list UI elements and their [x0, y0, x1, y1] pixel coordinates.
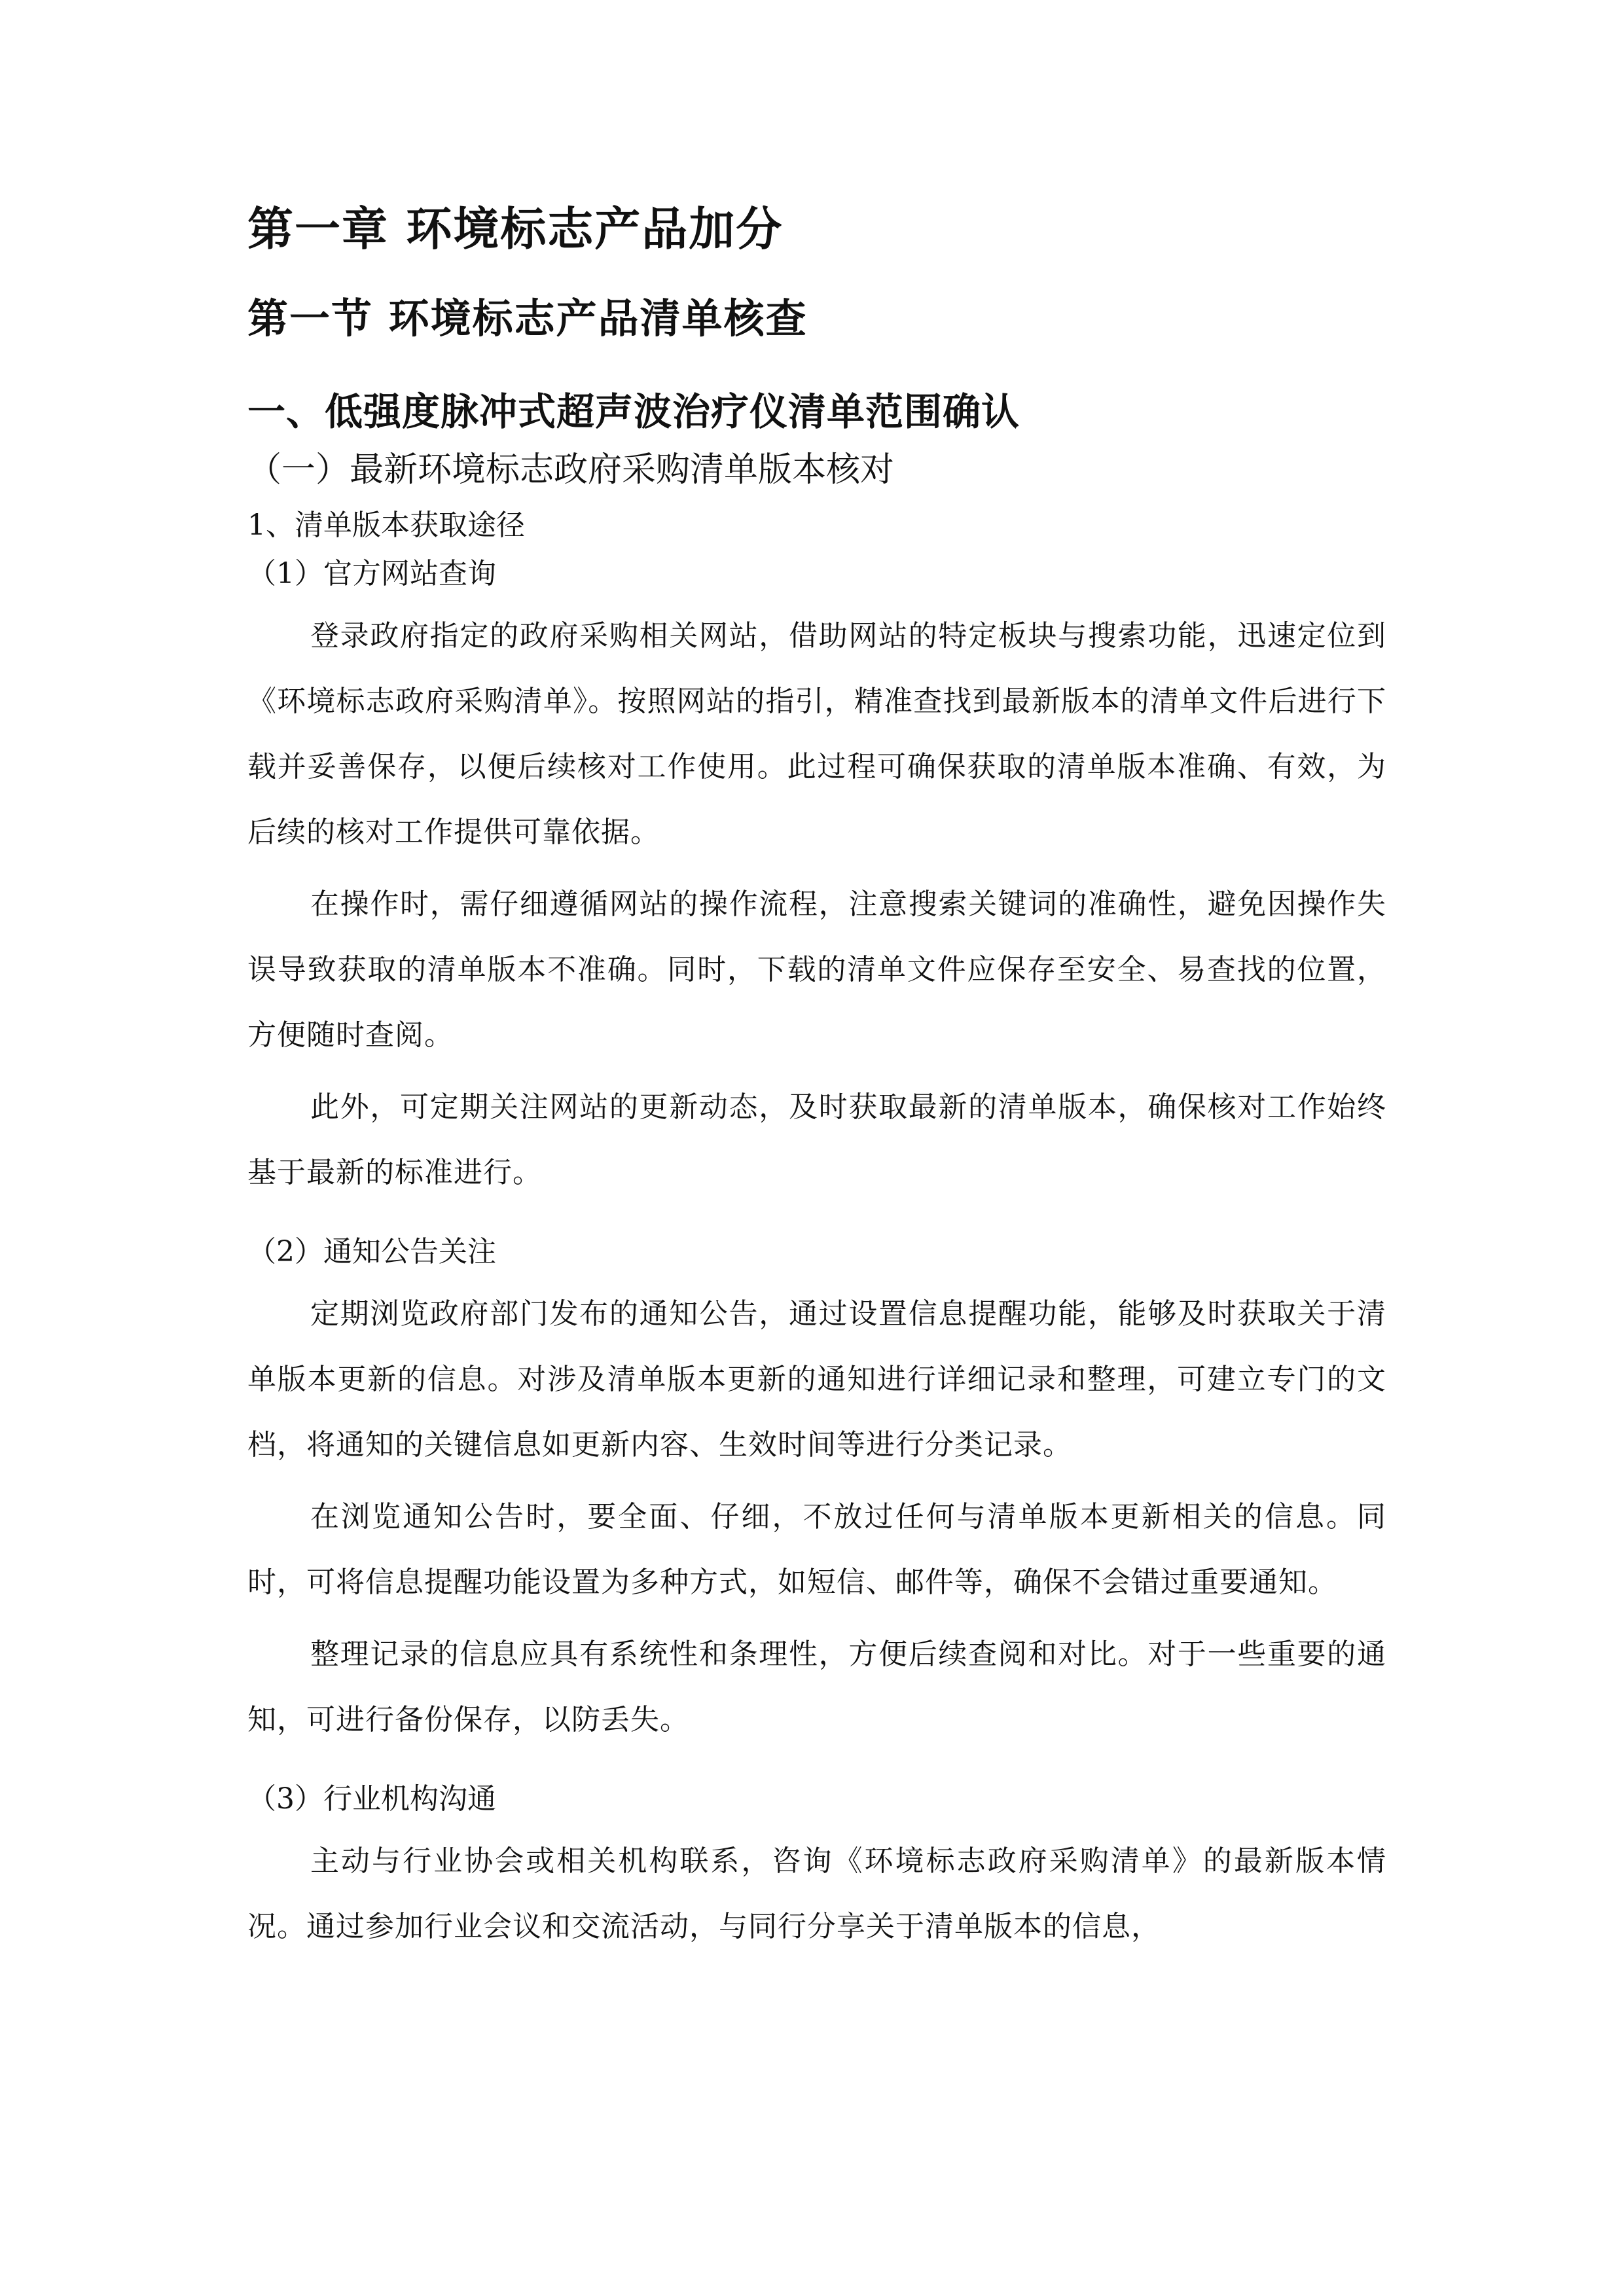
paragraph: 此外，可定期关注网站的更新动态，及时获取最新的清单版本，确保核对工作始终基于最新的标准进行。 [247, 1090, 1386, 1189]
paragraph: 整理记录的信息应具有系统性和条理性，方便后续查阅和对比。对于一些重要的通知，可进行备份保存，以防丢失。 [247, 1638, 1386, 1736]
paragraph: 定期浏览政府部门发布的通知公告，通过设置信息提醒功能，能够及时获取关于清单版本更新的信息。对涉及清单版本更新的通知进行详细记录和整理，可建立专门的文档，将通知的关键信息如更新内容、生效时间等进行分类记录。 [247, 1297, 1386, 1462]
level4-title: （一）最新环境标志政府采购清单版本核对 [247, 450, 895, 490]
item-notice-announcements [247, 1230, 1386, 1753]
item-heading: （1）官方网站查询 [247, 557, 496, 590]
item-official-website [247, 552, 1386, 1206]
document-page [247, 196, 1386, 1966]
section-title: 第一节 环境标志产品清单核查 [247, 295, 808, 342]
paragraph: 主动与行业协会或相关机构联系，咨询《环境标志政府采购清单》的最新版本情况。通过参加行业会议和交流活动，与同行分享关于清单版本的信息， [247, 1844, 1386, 1943]
item-industry-communication [247, 1778, 1386, 1960]
item-heading: （3）行业机构沟通 [247, 1782, 496, 1816]
subsection-title: 一、低强度脉冲式超声波治疗仪清单范围确认 [247, 389, 1020, 434]
paragraph: 登录政府指定的政府采购相关网站，借助网站的特定板块与搜索功能，迅速定位到《环境标志政府采购清单》。按照网站的指引，精准查找到最新版本的清单文件后进行下载并妥善保存，以便后续核对工作使用。此过程可确保获取的清单版本准确、有效，为后续的核对工作提供可靠依据。 [247, 619, 1386, 849]
level5-title: 1、清单版本获取途径 [247, 509, 525, 542]
paragraph: 在操作时，需仔细遵循网站的操作流程，注意搜索关键词的准确性，避免因操作失误导致获取的清单版本不准确。同时，下载的清单文件应保存至安全、易查找的位置，方便随时查阅。 [247, 888, 1386, 1052]
item-heading: （2）通知公告关注 [247, 1235, 496, 1268]
chapter-title: 第一章 环境标志产品加分 [247, 202, 784, 256]
paragraph: 在浏览通知公告时，要全面、仔细，不放过任何与清单版本更新相关的信息。同时，可将信息提醒功能设置为多种方式，如短信、邮件等，确保不会错过重要通知。 [247, 1500, 1386, 1599]
